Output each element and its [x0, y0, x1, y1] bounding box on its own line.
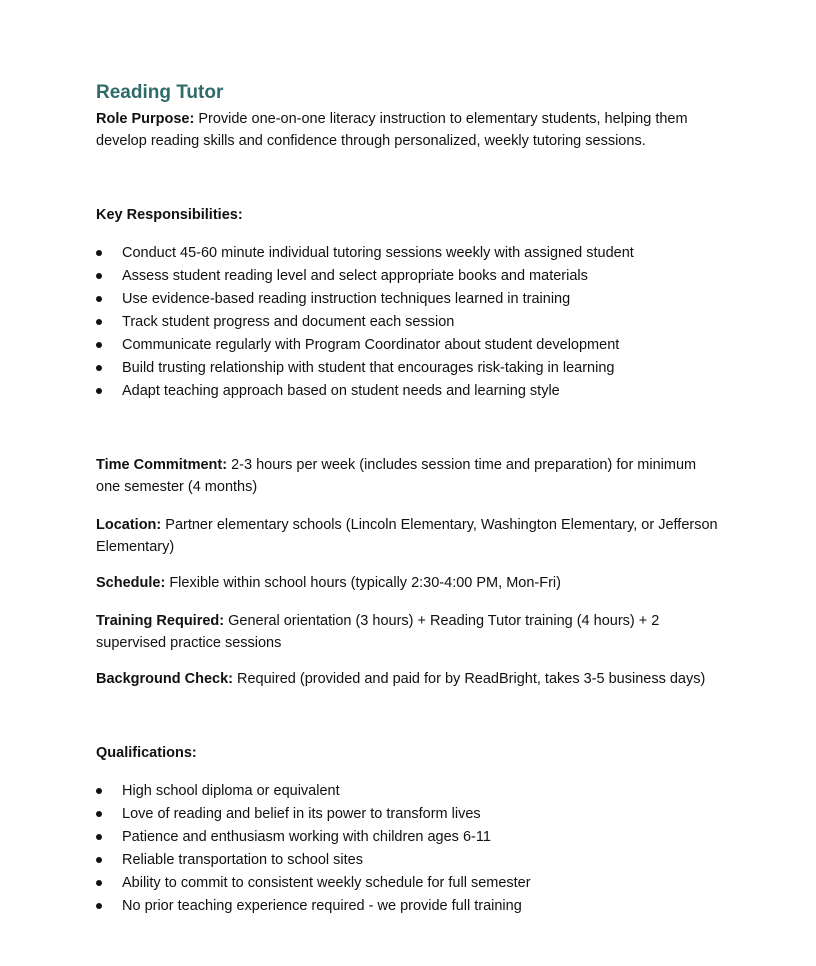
location — [96, 514, 726, 558]
schedule-label: Schedule: — [96, 575, 166, 591]
role-purpose-text: Provide one-on-one literacy instruction to elementary students, helping them develop reading skills and confidence through personalized, weekly tutoring sessions. — [96, 111, 688, 149]
bullet-icon — [96, 250, 102, 256]
bullet-icon — [96, 788, 102, 794]
time-commitment-label: Time Commitment: — [96, 457, 228, 473]
list-item: Reliable transportation to school sites — [96, 849, 736, 872]
list-item: Love of reading and belief in its power to transform lives — [96, 803, 736, 826]
page-title: Reading Tutor — [96, 82, 224, 103]
list-item: Communicate regularly with Program Coordinator about student development — [96, 334, 736, 357]
time-commitment-text: 2-3 hours per week (includes session time and preparation) for minimum one semester (4 months) — [96, 457, 697, 495]
background-check — [96, 668, 736, 690]
training-required-text: General orientation (3 hours) + Reading Tutor training (4 hours) + 2 supervised practice sessions — [96, 613, 660, 651]
role-purpose — [96, 108, 716, 152]
bullet-icon — [96, 319, 102, 325]
list-item: Track student progress and document each session — [96, 311, 736, 334]
bullet-icon — [96, 365, 102, 371]
responsibilities-list — [96, 242, 736, 403]
list-item: Assess student reading level and select appropriate books and materials — [96, 265, 736, 288]
role-purpose-label: Role Purpose: — [96, 111, 195, 127]
responsibilities-heading: Key Responsibilities: — [96, 207, 243, 223]
qualifications-list — [96, 780, 736, 918]
bullet-icon — [96, 273, 102, 279]
background-check-text: Required (provided and paid for by ReadBright, takes 3-5 business days) — [232, 671, 706, 687]
training-required-label: Training Required: — [96, 613, 225, 629]
bullet-icon — [96, 388, 102, 394]
bullet-icon — [96, 834, 102, 840]
document-page — [96, 80, 736, 918]
list-item: No prior teaching experience required - we provide full training — [96, 895, 736, 918]
schedule-text: Flexible within school hours (typically 2:30-4:00 PM, Mon-Fri) — [165, 575, 561, 591]
list-item: Ability to commit to consistent weekly schedule for full semester — [96, 872, 736, 895]
background-check-label: Background Check: — [96, 671, 233, 687]
location-label: Location: — [96, 517, 162, 533]
list-item: Adapt teaching approach based on student needs and learning style — [96, 380, 736, 403]
schedule — [96, 572, 726, 594]
bullet-icon — [96, 903, 102, 909]
bullet-icon — [96, 342, 102, 348]
list-item: Use evidence-based reading instruction techniques learned in training — [96, 288, 736, 311]
list-item: Patience and enthusiasm working with children ages 6-11 — [96, 826, 736, 849]
list-item: High school diploma or equivalent — [96, 780, 736, 803]
list-item: Conduct 45-60 minute individual tutoring sessions weekly with assigned student — [96, 242, 736, 265]
list-item: Build trusting relationship with student that encourages risk-taking in learning — [96, 357, 736, 380]
training-required — [96, 610, 676, 654]
bullet-icon — [96, 857, 102, 863]
location-text: Partner elementary schools (Lincoln Elementary, Washington Elementary, or Jefferson Elementary) — [96, 517, 718, 555]
bullet-icon — [96, 880, 102, 886]
bullet-icon — [96, 811, 102, 817]
qualifications-heading: Qualifications: — [96, 745, 197, 761]
bullet-icon — [96, 296, 102, 302]
time-commitment — [96, 454, 716, 498]
